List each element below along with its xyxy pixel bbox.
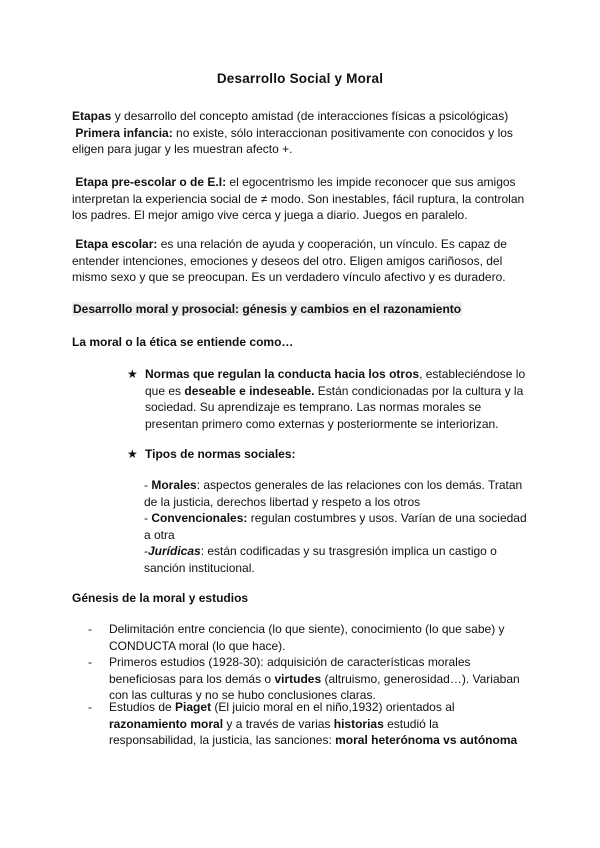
item2-bold: virtudes [274,671,322,686]
section-moral-text: Desarrollo moral y prosocial: génesis y cambios en el razonamiento [73,302,462,316]
tipos-label: Tipos de normas sociales: [145,447,296,461]
normas-label: Normas que regulan la conducta hacia los otros [145,367,420,381]
dash-bullet: - [88,700,92,714]
item3-g: estudió la responsabilidad, la justicia, las sanciones: [109,716,439,747]
morales-item [144,477,530,510]
primera-infancia-text: no existe, sólo interaccionan positivamente con conocidos y los eligen para jugar y les muestran afecto +. [72,125,513,156]
item2-tail: (altruismo, generosidad…). Variaban con las culturas y no se hubo conclusiones claras. [109,671,520,702]
section-heading-moral [72,301,528,318]
norm-types-list [144,477,530,576]
list-item-text: Delimitación entre conciencia (lo que siente), conocimiento (lo que sabe) y CONDUCTA moral (lo que hace). [109,622,505,653]
list-item [88,699,528,749]
preescolar-label: Etapa pre-escolar o de E.I: [75,175,227,189]
item3-h: moral heterónoma vs autónoma [335,733,518,747]
normas-text-block [145,366,527,432]
dash-bullet: - [88,622,92,636]
juridicas-label: Jurídicas [148,544,201,558]
section-heading-genesis: Génesis de la moral y estudios [72,591,249,605]
star-bullet-icon: ★ [127,447,138,461]
tipos-text-block [145,446,527,463]
section-heading-etica: La moral o la ética se entiende como… [72,335,294,349]
star-bullet-icon: ★ [127,367,138,381]
item3-b: Piaget [175,700,212,714]
etapas-paragraph [72,108,528,158]
primera-infancia-label: Primera infancia: [75,125,173,140]
juridicas-prefix: - [144,544,148,558]
etapas-label: Etapas [72,109,112,123]
morales-label: Morales [151,478,197,492]
list-item-text [109,699,528,749]
item3-e: y a través de varias [223,716,334,731]
item3-c: (El juicio moral en el niño,1932) orientados al [211,700,455,714]
page-title: Desarrollo Social y Moral [216,71,384,86]
morales-prefix: - [144,478,152,492]
morales-text: : aspectos generales de las relaciones con los demás. Tratan de la justicia, derechos libertad y respeto a los otros [144,478,523,509]
item3-d: razonamiento moral [109,716,224,731]
convencionales-prefix: - [144,511,152,525]
juridicas-text: : están codificadas y su trasgresión implica un castigo o sanción institucional. [144,544,497,575]
escolar-text: es una relación de ayuda y cooperación, un vínculo. Es capaz de entender intenciones, emociones y deseos del otro. Eligen amigos cariñosos, del mismo sexo y que se preocupan. Es un verdadero vínculo afectivo y es duradero. [72,237,507,284]
dash-bullet: - [88,655,92,669]
list-item-text [109,654,528,704]
list-item [88,654,528,704]
normas-text1: , estableciéndose lo que es [145,367,526,398]
normas-bold2: deseable e indeseable. [184,383,315,398]
normas-bullet-item [127,366,527,432]
tipos-bullet-item [127,446,527,463]
juridicas-item [144,543,530,576]
normas-text2: Están condicionadas por la cultura y la sociedad. Su aprendizaje es temprano. Las normas morales se presentan primero como externas y posteriormente se interiorizan. [145,383,524,431]
preescolar-paragraph [72,174,528,224]
etapas-text: y desarrollo del concepto amistad (de interacciones físicas a psicológicas) [111,109,509,123]
item3-f: historias [333,716,384,731]
escolar-label: Etapa escolar: [75,237,158,251]
convencionales-item [144,510,530,543]
item3-a: Estudios de [109,700,176,714]
convencionales-text: regulan costumbres y usos. Varían de una sociedad a otra [144,511,527,542]
list-item [88,621,528,654]
escolar-paragraph [72,236,528,286]
preescolar-text: el egocentrismo les impide reconocer que sus amigos interpretan la experiencia social de ≠ modo. Son inestables, fácil ruptura, la controlan los padres. El mejor amigo vive cerca y juega a diario. Juegos en paralelo. [72,175,525,222]
item2-text: Primeros estudios (1928-30): adquisición de características morales beneficiosas para los demás o [109,655,471,686]
convencionales-label: Convencionales: [151,511,248,525]
